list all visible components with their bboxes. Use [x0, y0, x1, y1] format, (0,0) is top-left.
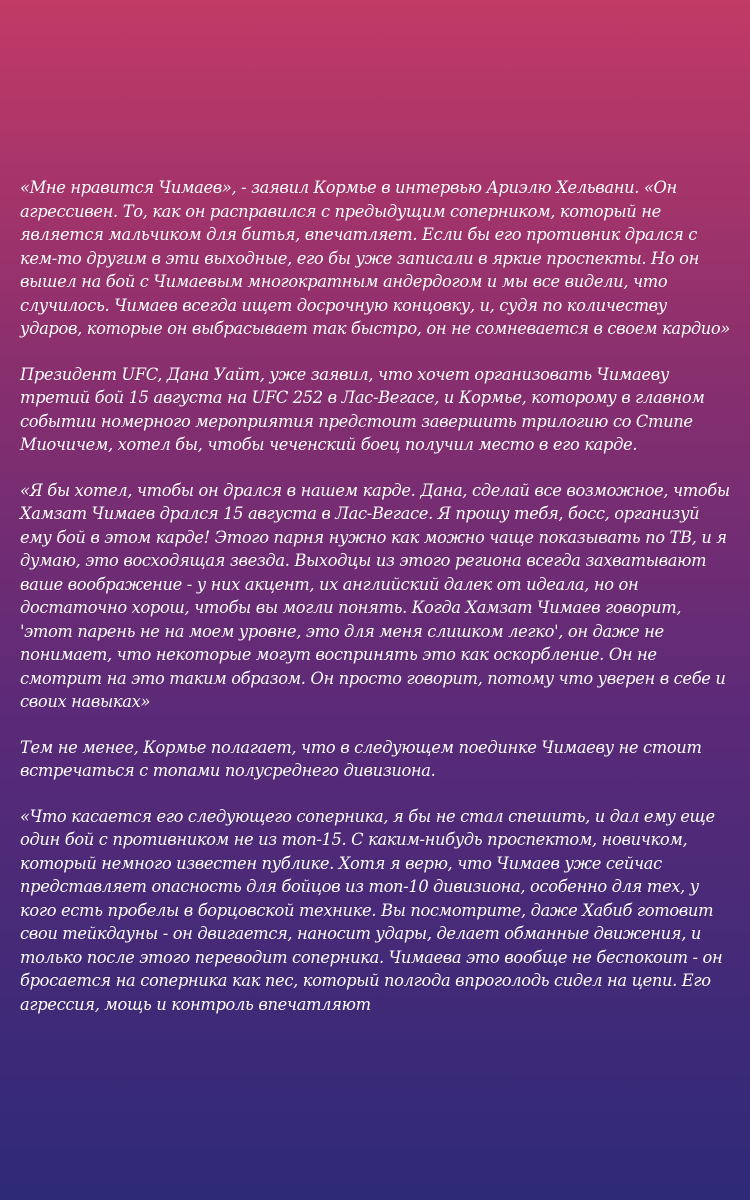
article-paragraph: Тем не менее, Кормье полагает, что в следующем поединке Чимаеву не стоит встречаться с топами полусреднего дивизиона.	[20, 737, 702, 780]
article-paragraph: «Мне нравится Чимаев», - заявил Кормье в интервью Ариэлю Хельвани. «Он агрессивен. То, как он расправился с предыдущим соперником, который не является мальчиком для битья, впечатляет. Если бы его противник дрался с кем-то другим в эти выходные, его бы уже записали в яркие проспекты. Но он вышел на бой с Чимаевым многократным андердогом и мы все видели, что случилось. Чимаев всегда ищет досрочную концовку, и, судя по количеству ударов, которые он выбрасывает так быстро, он не сомневается в своем кардио»	[20, 178, 730, 338]
article-paragraph: «Я бы хотел, чтобы он дрался в нашем карде. Дана, сделай все возможное, чтобы Хамзат Чимаев дрался 15 августа в Лас-Вегасе. Я прошу тебя, босс, организуй ему бой в этом карде! Этого парня нужно как можно чаще показывать по ТВ, и я думаю, это восходящая звезда. Выходцы из этого региона всегда захватывают ваше воображение - у них акцент, их английский далек от идеала, но он достаточно хорош, чтобы вы могли понять. Когда Хамзат Чимаев говорит, 'этот парень не на моем уровне, это для меня слишком легко', он даже не понимает, что некоторые могут воспринять это как оскорбление. Он не смотрит на это таким образом. Он просто говорит, потому что уверен в себе и своих навыках»	[20, 480, 730, 711]
article-paragraph: «Что касается его следующего соперника, я бы не стал спешить, и дал ему еще один бой с противником не из топ-15. С каким-нибудь проспектом, новичком, который немного известен публике. Хотя я верю, что Чимаев уже сейчас представляет опасность для бойцов из топ-10 дивизиона, особенно для тех, у кого есть пробелы в борцовской технике. Вы посмотрите, даже Хабиб готовит свои тейкдауны - он двигается, наносит удары, делает обманные движения, и только после этого переводит соперника. Чимаева это вообще не беспокоит - он бросается на соперника как пес, который полгода впроголодь сидел на цепи. Его агрессия, мощь и контроль впечатляют	[20, 806, 723, 1014]
article-paragraph: Президент UFC, Дана Уайт, уже заявил, что хочет организовать Чимаеву третий бой 15 августа на UFC 252 в Лас-Вегасе, и Кормье, которому в главном событии номерного мероприятия предстоит завершить трилогию со Стипе Миочичем, хотел бы, чтобы чеченский боец получил место в его карде.	[20, 364, 705, 454]
